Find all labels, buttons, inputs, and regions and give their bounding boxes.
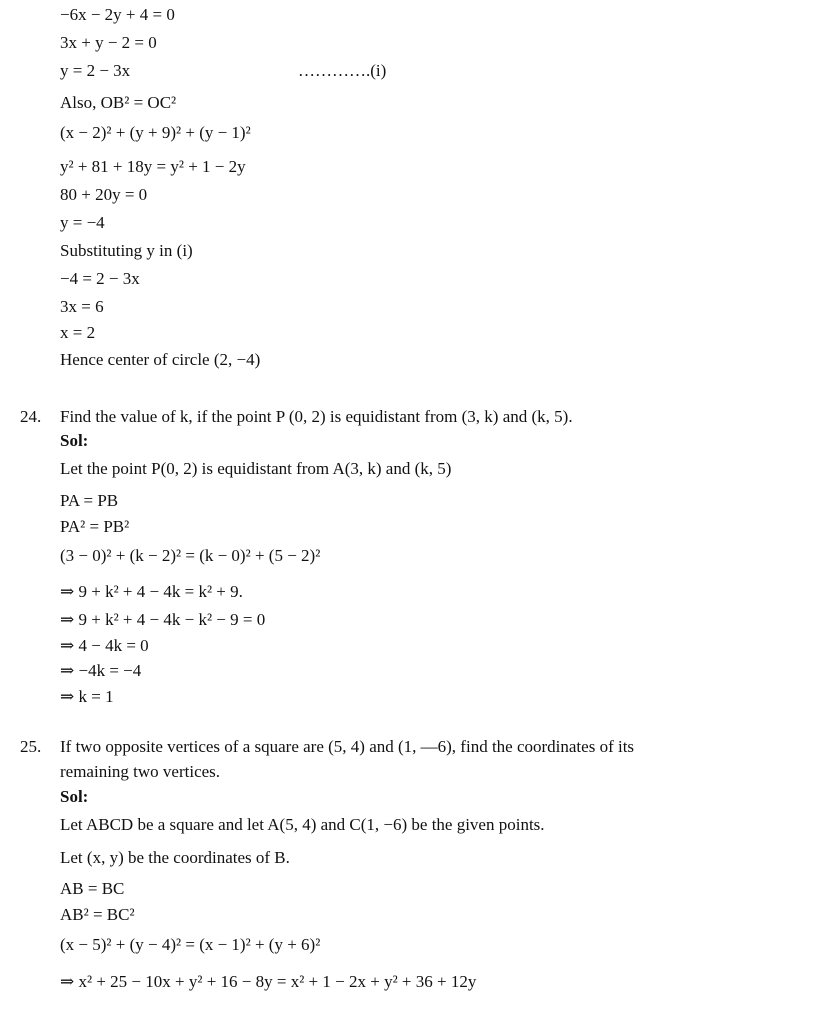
text-line: Also, OB² = OC²	[60, 93, 177, 112]
equation-line: PA² = PB²	[60, 517, 130, 536]
equation-line: AB = BC	[60, 879, 125, 898]
equation-line: ⇒ 4 − 4k = 0	[60, 636, 149, 655]
text-line: Substituting y in (i)	[60, 241, 193, 260]
equation-line: (x − 2)² + (y + 9)² + (y − 1)²	[60, 123, 251, 142]
text-line: Hence center of circle (2, −4)	[60, 350, 261, 369]
equation-reference: ………….(i)	[298, 61, 387, 80]
question-number: 24.	[20, 407, 42, 426]
equation-line: x = 2	[60, 323, 96, 342]
text-line: Let (x, y) be the coordinates of B.	[60, 848, 290, 867]
equation-line: (x − 5)² + (y − 4)² = (x − 1)² + (y + 6)²	[60, 935, 321, 954]
equation-line: AB² = BC²	[60, 905, 135, 924]
question-text: remaining two vertices.	[60, 762, 221, 781]
equation-line: ⇒ k = 1	[60, 687, 114, 706]
equation-line: y² + 81 + 18y = y² + 1 − 2y	[60, 157, 246, 176]
equation-line: ⇒ x² + 25 − 10x + y² + 16 − 8y = x² + 1 − 2x + y² + 36 + 12y	[60, 972, 477, 991]
equation-line: −4 = 2 − 3x	[60, 269, 140, 288]
equation-line: ⇒ 9 + k² + 4 − 4k − k² − 9 = 0	[60, 610, 266, 629]
equation-line: −6x − 2y + 4 = 0	[60, 5, 175, 24]
question-number: 25.	[20, 737, 42, 756]
solution-label: Sol:	[60, 787, 89, 806]
solution-label: Sol:	[60, 431, 89, 450]
question-text: Find the value of k, if the point P (0, 2) is equidistant from (3, k) and (k, 5).	[60, 407, 573, 426]
equation-line: PA = PB	[60, 491, 119, 510]
equation-line: y = −4	[60, 213, 105, 232]
text-line: Let ABCD be a square and let A(5, 4) and C(1, −6) be the given points.	[60, 815, 545, 834]
text-line: Let the point P(0, 2) is equidistant from A(3, k) and (k, 5)	[60, 459, 452, 478]
equation-line: ⇒ 9 + k² + 4 − 4k = k² + 9.	[60, 582, 243, 601]
equation-line: 80 + 20y = 0	[60, 185, 148, 204]
question-text: If two opposite vertices of a square are (5, 4) and (1, —6), find the coordinates of its	[60, 737, 635, 756]
equation-line: (3 − 0)² + (k − 2)² = (k − 0)² + (5 − 2)²	[60, 546, 321, 565]
equation-line: y = 2 − 3x	[60, 61, 131, 80]
equation-line: ⇒ −4k = −4	[60, 661, 142, 680]
equation-line: 3x = 6	[60, 297, 104, 316]
equation-line: 3x + y − 2 = 0	[60, 33, 157, 52]
